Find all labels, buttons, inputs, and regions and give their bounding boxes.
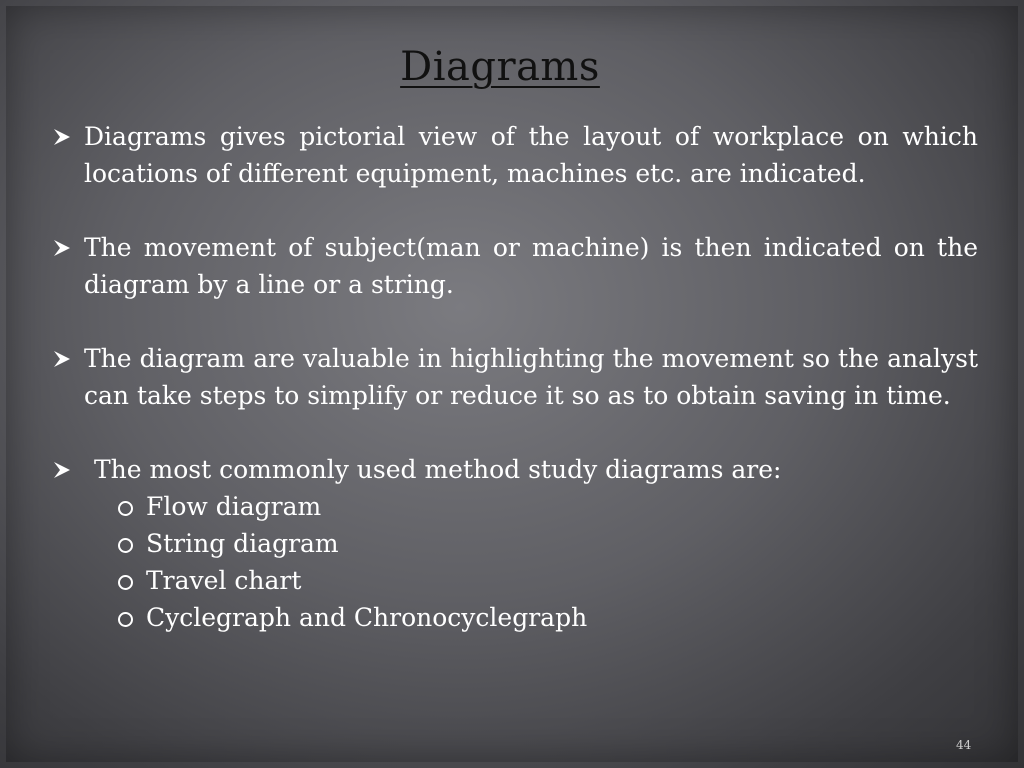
bullet-item <box>48 118 978 192</box>
sub-bullet-text: Flow diagram <box>146 492 322 521</box>
sub-bullet-text: String diagram <box>146 529 339 558</box>
bullet-text: The diagram are valuable in highlighting the movement so the analyst can take steps to simplify or reduce it so as to obtain saving in time. <box>84 344 978 410</box>
bullet-text: The most commonly used method study diagrams are: <box>94 455 782 484</box>
slide-title-container <box>0 44 1000 90</box>
arrowhead-bullet-icon <box>52 349 72 369</box>
bullet-item <box>48 451 978 636</box>
sub-bullet-text: Cyclegraph and Chronocyclegraph <box>146 603 588 632</box>
circle-bullet-icon <box>118 501 133 516</box>
sub-bullet-item <box>114 525 978 562</box>
sub-bullet-item <box>114 488 978 525</box>
sub-bullet-item <box>114 562 978 599</box>
circle-bullet-icon <box>118 612 133 627</box>
bullet-item <box>48 340 978 414</box>
bullet-text: Diagrams gives pictorial view of the layout of workplace on which locations of different equipment, machines etc. are indicated. <box>84 122 978 188</box>
arrowhead-bullet-icon <box>52 460 72 480</box>
arrowhead-bullet-icon <box>52 238 72 258</box>
bullet-text: The movement of subject(man or machine) is then indicated on the diagram by a line or a string. <box>84 233 978 299</box>
sub-bullet-item <box>114 599 978 636</box>
bullet-list <box>48 118 978 636</box>
circle-bullet-icon <box>118 575 133 590</box>
slide-title: Diagrams <box>400 44 600 90</box>
circle-bullet-icon <box>118 538 133 553</box>
sub-bullet-list <box>114 488 978 636</box>
page-number: 44 <box>956 738 972 752</box>
bullet-item <box>48 229 978 303</box>
arrowhead-bullet-icon <box>52 127 72 147</box>
sub-bullet-text: Travel chart <box>146 566 302 595</box>
